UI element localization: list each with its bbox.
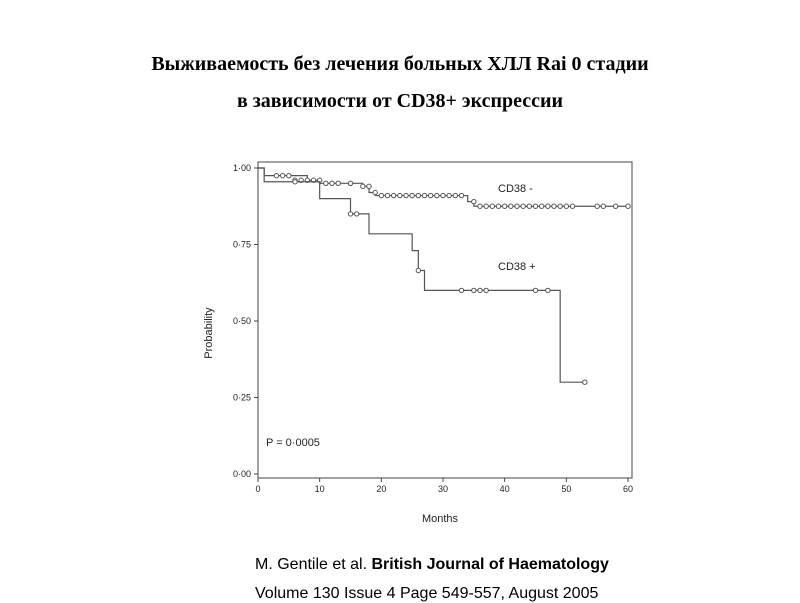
censor-mark-cd38-negative: [391, 193, 395, 197]
censor-mark-cd38-negative: [274, 173, 278, 177]
censor-mark-cd38-negative: [428, 193, 432, 197]
censor-mark-cd38-negative: [613, 204, 617, 208]
page-title-line-2: в зависимости от CD38+ экспрессии: [236, 90, 564, 112]
censor-mark-cd38-negative: [324, 181, 328, 185]
y-tick-label: 1·00: [232, 163, 251, 173]
censor-mark-cd38-positive: [459, 288, 463, 292]
censor-mark-cd38-negative: [435, 193, 439, 197]
censor-mark-cd38-negative: [558, 204, 562, 208]
censor-mark-cd38-negative: [280, 173, 284, 177]
x-tick-label: 30: [437, 484, 449, 494]
censor-mark-cd38-negative: [546, 204, 550, 208]
series-label-cd38-positive: CD38 +: [498, 261, 536, 273]
censor-mark-cd38-positive: [354, 212, 358, 216]
censor-mark-cd38-negative: [478, 204, 482, 208]
censor-mark-cd38-positive: [583, 380, 587, 384]
y-tick-label: 0·75: [232, 239, 251, 250]
y-tick-label: 0·50: [232, 316, 251, 326]
censor-mark-cd38-negative: [385, 193, 389, 197]
series-label-cd38-negative: CD38 -: [498, 183, 533, 195]
censor-mark-cd38-negative: [447, 193, 451, 197]
censor-mark-cd38-negative: [416, 193, 420, 197]
x-tick-label: 20: [376, 484, 387, 494]
citation-details: Volume 130 Issue 4 Page 549-557, August 2005: [255, 585, 599, 602]
censor-mark-cd38-negative: [330, 181, 334, 185]
survival-curve-cd38-negative: [258, 168, 628, 206]
censor-mark-cd38-negative: [502, 204, 506, 208]
censor-mark-cd38-negative: [287, 173, 291, 177]
page-title-line-1: Выживаемость без лечения больных ХЛЛ Rai 0 стадии: [151, 53, 649, 75]
censor-mark-cd38-negative: [626, 204, 630, 208]
censor-mark-cd38-negative: [459, 193, 463, 197]
censor-mark-cd38-negative: [404, 193, 408, 197]
censor-mark-cd38-positive: [546, 288, 550, 292]
censor-mark-cd38-negative: [336, 181, 340, 185]
censor-mark-cd38-negative: [595, 204, 599, 208]
plot-frame: [258, 162, 632, 478]
x-tick-label: 0: [255, 484, 261, 494]
censor-mark-cd38-negative: [441, 193, 445, 197]
censor-mark-cd38-negative: [570, 204, 574, 208]
x-tick-label: 40: [499, 484, 510, 494]
censor-mark-cd38-positive: [293, 180, 297, 184]
y-tick-label: 0·25: [232, 392, 251, 403]
censor-mark-cd38-negative: [422, 193, 426, 197]
censor-mark-cd38-negative: [373, 190, 377, 194]
censor-mark-cd38-negative: [533, 204, 537, 208]
censor-mark-cd38-negative: [601, 204, 605, 208]
censor-mark-cd38-negative: [348, 181, 352, 185]
citation-journal: British Journal of Haematology: [371, 556, 609, 573]
x-tick-label: 50: [561, 484, 572, 494]
censor-mark-cd38-negative: [361, 184, 365, 188]
censor-mark-cd38-negative: [453, 193, 457, 197]
censor-mark-cd38-positive: [484, 288, 488, 292]
censor-mark-cd38-negative: [552, 204, 556, 208]
censor-mark-cd38-positive: [472, 288, 476, 292]
y-tick-label: 0·00: [232, 469, 251, 479]
x-tick-label: 10: [314, 484, 325, 494]
censor-mark-cd38-negative: [539, 204, 543, 208]
censor-mark-cd38-positive: [348, 212, 352, 216]
censor-mark-cd38-positive: [533, 288, 537, 292]
citation-line-1: [255, 555, 609, 574]
censor-mark-cd38-negative: [472, 199, 476, 203]
p-value-annotation: P = 0·0005: [266, 437, 320, 449]
y-axis-label: Probability: [203, 307, 215, 359]
censor-mark-cd38-negative: [398, 193, 402, 197]
censor-mark-cd38-negative: [521, 204, 525, 208]
censor-mark-cd38-negative: [496, 204, 500, 208]
x-tick-label: 60: [622, 484, 634, 494]
survival-curve-cd38-positive: [258, 168, 585, 382]
censor-mark-cd38-negative: [379, 193, 383, 197]
censor-mark-cd38-negative: [515, 204, 519, 208]
censor-mark-cd38-negative: [367, 184, 371, 188]
censor-mark-cd38-negative: [490, 204, 494, 208]
censor-mark-cd38-negative: [410, 193, 414, 197]
censor-mark-cd38-negative: [564, 204, 568, 208]
censor-mark-cd38-negative: [527, 204, 531, 208]
censor-mark-cd38-positive: [416, 268, 420, 272]
censor-mark-cd38-negative: [484, 204, 488, 208]
x-axis-label: Months: [421, 513, 459, 525]
censor-mark-cd38-positive: [478, 288, 482, 292]
censor-mark-cd38-negative: [509, 204, 513, 208]
citation-author: M. Gentile et al.: [255, 556, 368, 573]
